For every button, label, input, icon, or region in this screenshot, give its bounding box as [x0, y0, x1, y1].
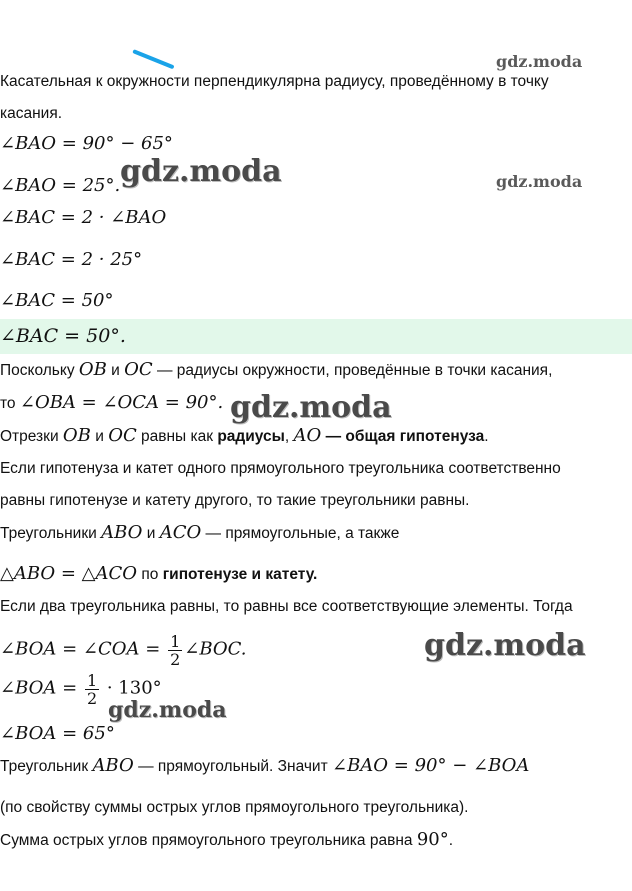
bold-text: радиусы	[217, 428, 285, 445]
watermark: gdz.moda	[496, 52, 583, 71]
fraction-numerator: 1	[86, 671, 98, 690]
watermark: gdz.moda	[496, 172, 583, 191]
text-line	[0, 360, 552, 381]
watermark: gdz.moda	[230, 390, 392, 425]
text-line	[0, 393, 223, 414]
blue-pen-stroke	[132, 49, 174, 69]
text: по	[137, 566, 163, 583]
text-line	[0, 756, 529, 777]
math-formula: ∠BOA = ∠COA =	[0, 638, 167, 660]
text: то	[0, 395, 20, 412]
math-formula: ∠BOA =	[0, 677, 83, 699]
text-line: Касательная к окружности перпендикулярна радиусу, проведённому в точку	[0, 73, 549, 90]
text: равны как	[136, 428, 218, 445]
text-line: Если гипотенуза и катет одного прямоугольного треугольника соответственно	[0, 460, 561, 477]
fraction-denominator: 2	[86, 689, 98, 708]
math-aco: ACO	[159, 522, 202, 543]
text-line	[0, 523, 399, 544]
text-line	[0, 830, 453, 851]
text: — прямоугольный. Значит	[133, 758, 332, 775]
text: и	[106, 362, 125, 379]
formula-line: ∠BAC = 2 · 25°	[0, 249, 143, 270]
math-ao: AO	[293, 425, 322, 446]
bold-text: — общая гипотенуза	[321, 428, 485, 445]
formula-line	[0, 633, 247, 673]
text: и	[90, 428, 109, 445]
watermark: gdz.moda	[108, 697, 227, 723]
text-line: (по свойству суммы острых углов прямоугольного треугольника).	[0, 799, 469, 816]
text: — прямоугольные, а также	[201, 525, 400, 542]
math-formula: ∠BOC.	[184, 638, 247, 660]
watermark: gdz.moda	[424, 628, 586, 663]
text: и	[142, 525, 160, 542]
math-abo: ABO	[101, 522, 143, 543]
math-formula: △ABO = △ACO	[0, 563, 138, 584]
watermark: gdz.moda	[120, 154, 282, 189]
formula-line: ∠BAC = 2 · ∠BAO	[0, 207, 167, 228]
text-line: касания.	[0, 105, 63, 122]
text: — радиусы окружности, проведённые в точки касания,	[152, 362, 553, 379]
text: Треугольник	[0, 758, 93, 775]
fraction	[168, 633, 182, 668]
math-oc: OC	[124, 359, 153, 380]
math-oc: OC	[108, 425, 137, 446]
text: .	[484, 428, 489, 445]
text: Сумма острых углов прямоугольного треугольника равна	[0, 832, 417, 849]
formula-line: ∠BAO = 90° − 65°	[0, 133, 173, 154]
math-ob: OB	[62, 425, 91, 446]
math-abo: ABO	[92, 755, 134, 776]
fraction-numerator: 1	[170, 632, 181, 651]
formula-line: ∠BOA = 65°	[0, 723, 115, 744]
text: Отрезки	[0, 428, 63, 445]
text: Треугольники	[0, 525, 102, 542]
math-formula: · 130°	[101, 677, 162, 699]
text: ,	[284, 428, 294, 445]
fraction	[85, 672, 99, 707]
text-line	[0, 426, 489, 447]
text: Поскольку	[0, 362, 79, 379]
fraction-denominator: 2	[170, 650, 181, 669]
text-line: Если два треугольника равны, то равны все соответствующие элементы. Тогда	[0, 598, 573, 615]
bold-text: гипотенузе и катету.	[162, 566, 318, 583]
formula-line: ∠BAC = 50°	[0, 290, 114, 311]
text-line	[0, 564, 317, 585]
text-line: равны гипотенузе и катету другого, то такие треугольники равны.	[0, 492, 470, 509]
math-formula: ∠BAO = 90° − ∠BOA	[332, 755, 530, 776]
math-formula: 90°	[416, 829, 449, 850]
formula-line: ∠BAO = 25°.	[0, 175, 121, 196]
math-formula: ∠OBA = ∠OCA = 90°.	[19, 392, 224, 413]
math-ob: OB	[78, 359, 107, 380]
answer-formula: ∠BAC = 50°.	[0, 325, 126, 347]
text: .	[448, 832, 454, 849]
